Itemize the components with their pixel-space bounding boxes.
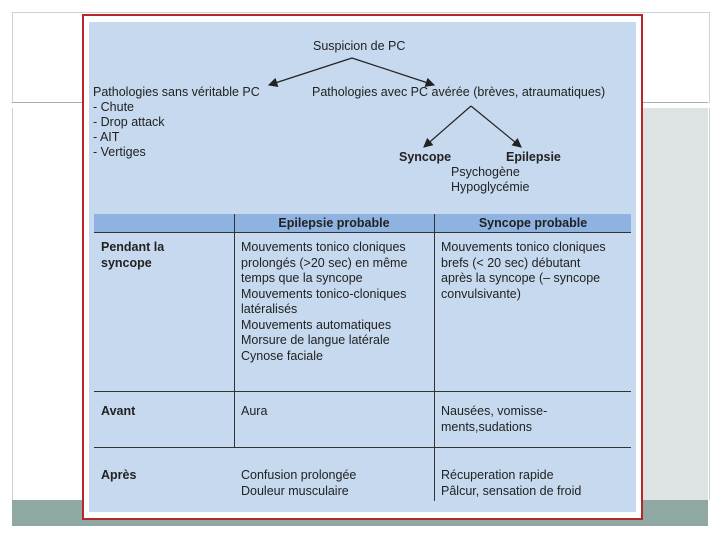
cell-avant-syncope: Nausées, vomisse- ments,sudations (441, 404, 548, 434)
arrow-to-right-branch (352, 58, 434, 85)
hypoglycemie-node: Hypoglycémie (451, 180, 530, 194)
table-hline-row1 (94, 391, 631, 392)
epilepsie-node: Epilepsie (506, 150, 561, 164)
table-hline-header (94, 232, 631, 233)
root-node: Suspicion de PC (313, 39, 406, 53)
arrow-to-epilepsie (471, 106, 521, 147)
row-label-apres: Après (101, 468, 137, 482)
psychogene-node: Psychogène (451, 165, 520, 179)
row-label-avant: Avant (101, 404, 136, 418)
header-epilepsie: Epilepsie probable (278, 216, 390, 230)
left-item-1: - Chute (93, 100, 134, 114)
cell-pendant-epilepsie: Mouvements tonico cloniques prolongés (>20 sec) en même temps que la syncope Mouvements tonico-cloniques latéralisés Mouvements automatiques Morsure de langue latérale Cynose faciale (241, 240, 408, 363)
left-branch-title: Pathologies sans véritable PC (93, 85, 260, 99)
left-item-3: - AIT (93, 130, 120, 144)
table-hline-row2 (94, 447, 631, 448)
cell-apres-epilepsie: Confusion prolongée Douleur musculaire (241, 468, 357, 498)
right-branch-title: Pathologies avec PC avérée (brèves, atraumatiques) (312, 85, 606, 99)
row-label-pendant: Pendant la syncope (101, 240, 165, 270)
table-vline-2b (434, 391, 435, 501)
figure-frame (82, 14, 643, 520)
table-vline-1a (234, 214, 235, 391)
figure-panel (89, 22, 636, 512)
left-item-4: - Vertiges (93, 145, 146, 159)
table-vline-1b (234, 391, 235, 447)
arrow-to-left-branch (269, 58, 352, 85)
cell-apres-syncope: Récuperation rapide Pâlcur, sensation de froid (441, 468, 582, 498)
table-vline-2a (434, 214, 435, 391)
cell-avant-epilepsie: Aura (241, 404, 268, 418)
syncope-node: Syncope (399, 150, 452, 164)
arrow-to-syncope (424, 106, 471, 147)
cell-pendant-syncope: Mouvements tonico cloniques brefs (< 20 sec) débutant après la syncope (– syncope convulsivante) (441, 240, 606, 301)
slide-side-panel (640, 108, 708, 500)
left-item-2: - Drop attack (93, 115, 165, 129)
comparison-table (94, 214, 631, 501)
header-syncope: Syncope probable (478, 216, 588, 230)
